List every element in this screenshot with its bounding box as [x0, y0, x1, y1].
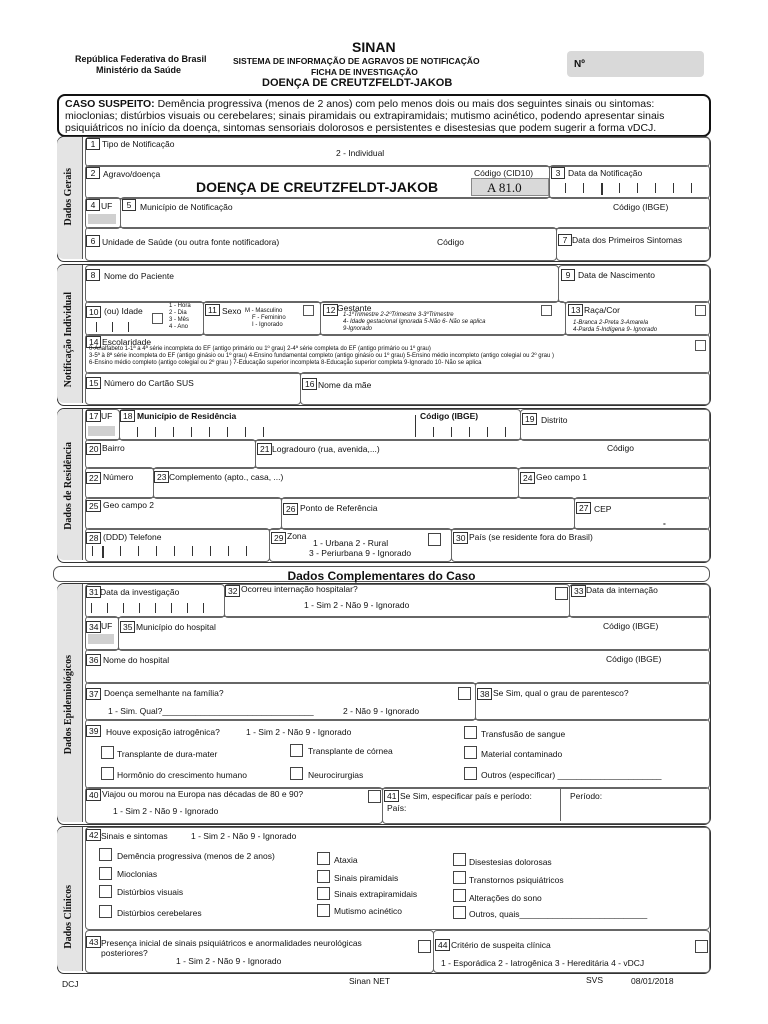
sistema-label: SISTEMA DE INFORMAÇÃO DE AGRAVOS DE NOTIFICAÇÃO — [233, 56, 480, 66]
num-29: 29 — [271, 532, 286, 544]
nome-mae-label: Nome da mãe — [318, 380, 372, 390]
num-1: 1 — [86, 138, 100, 150]
mioclonias-label: Mioclonias — [117, 869, 158, 879]
sinais-sintomas-opts: 1 - Sim 2 - Não 9 - Ignorado — [191, 831, 297, 841]
nome-hospital-code-label: Código (IBGE) — [606, 654, 662, 664]
num-19: 19 — [522, 413, 537, 425]
cid-box — [471, 178, 549, 196]
field-26[interactable] — [281, 497, 575, 530]
zona-opts-1: 1 - Urbana 2 - Rural — [313, 538, 389, 548]
exposicao-iatrogenica-label: Houve exposição iatrogênica? — [106, 727, 220, 737]
transtornos-label: Transtornos psiquiátricos — [469, 875, 564, 885]
num-23: 23 — [154, 471, 169, 483]
sexo-opt-3: I - Ignorado — [252, 322, 283, 328]
num-41: 41 — [384, 790, 399, 802]
num-21: 21 — [257, 443, 272, 455]
gestante-opts-3: 9-Ignorado — [343, 326, 373, 332]
num-14: 14 — [86, 336, 101, 348]
num-16: 16 — [302, 378, 317, 390]
outros-sintomas-label: Outros, quais___________________________ — [469, 909, 648, 919]
label-dados-epidemiologicos: Dados Epidemiológicos — [63, 655, 74, 755]
zona-checkbox[interactable] — [428, 533, 441, 546]
escolaridade-checkbox[interactable] — [695, 340, 706, 351]
logradouro-code-label: Código — [607, 443, 634, 453]
numero-label: Nº — [574, 59, 585, 70]
num-20: 20 — [86, 443, 101, 455]
data-internacao-label: Data da internação — [586, 585, 658, 595]
data-nascimento-label: Data de Nascimento — [578, 270, 656, 280]
uf-notificacao-label: UF — [101, 201, 113, 211]
internacao-label: Ocorreu internação hospitalar? — [241, 584, 358, 594]
uf-residencia-label: UF — [101, 411, 113, 421]
disturbios-cerebelares-label: Distúrbios cerebelares — [117, 908, 202, 918]
nome-hospital-label: Nome do hospital — [103, 655, 170, 665]
uf-notificacao-input[interactable] — [88, 214, 116, 224]
num-26: 26 — [283, 503, 298, 515]
num-17: 17 — [86, 410, 101, 422]
num-2: 2 — [86, 167, 100, 179]
num-15: 15 — [86, 377, 101, 389]
pais-label: País (se residente fora do Brasil) — [469, 532, 593, 542]
criterio-suspeita-opts: 1 - Esporádica 2 - Iatrogênica 3 - Hereditária 4 - vDCJ — [441, 958, 645, 968]
ficha-label: FICHA DE INVESTIGAÇÃO — [311, 67, 418, 77]
municipio-residencia-ticks — [137, 427, 517, 437]
label-dados-residencia: Dados de Residência — [63, 442, 74, 530]
neurocirurgias-label: Neurocirurgias — [308, 770, 364, 780]
gestante-checkbox[interactable] — [541, 305, 552, 316]
cornea-label: Transplante de córnea — [308, 746, 393, 756]
europa-checkbox[interactable] — [368, 790, 381, 803]
transfusao-checkbox[interactable] — [464, 726, 477, 739]
num-28: 28 — [86, 532, 101, 544]
label-notificacao-individual: Notificação Individual — [63, 292, 74, 388]
num-39: 39 — [86, 725, 101, 737]
unidade-saude-code-label: Código — [437, 237, 464, 247]
num-40: 40 — [86, 789, 101, 801]
telefone-label: (DDD) Telefone — [103, 532, 162, 542]
num-25: 25 — [86, 500, 101, 512]
doenca-familia-label: Doença semelhante na família? — [104, 688, 224, 698]
num-44: 44 — [435, 939, 450, 951]
idade-ticks — [96, 322, 146, 332]
periodo-divider — [560, 788, 561, 821]
sinan-title: SINAN — [352, 39, 396, 55]
ataxia-checkbox[interactable] — [317, 852, 330, 865]
agravo-value: DOENÇA DE CREUTZFELDT-JAKOB — [196, 179, 439, 195]
disturbios-cerebelares-checkbox[interactable] — [99, 905, 112, 918]
sexo-label: Sexo — [222, 306, 242, 316]
tipo-notificacao-label: Tipo de Notificação — [102, 139, 175, 149]
num-31: 31 — [86, 586, 101, 598]
zona-label: Zona — [287, 531, 307, 541]
cid-label: Código (CID10) — [474, 168, 534, 178]
num-33: 33 — [571, 585, 586, 597]
outros-exposicao-checkbox[interactable] — [464, 767, 477, 780]
pais-periodo-label: Se Sim, especificar país e período: — [400, 791, 532, 801]
mutismo-label: Mutismo acinético — [334, 906, 403, 916]
zona-opts-2: 3 - Periurbana 9 - Ignorado — [309, 548, 412, 558]
internacao-checkbox[interactable] — [555, 587, 568, 600]
municipio-residencia-code-label: Código (IBGE) — [420, 411, 479, 421]
europa-opts: 1 - Sim 2 - Não 9 - Ignorado — [113, 806, 219, 816]
num-43: 43 — [86, 936, 101, 948]
sinais-psiquiatricos-label-2: posteriores? — [101, 948, 148, 958]
republica-label: República Federativa do Brasil — [75, 54, 207, 64]
num-24: 24 — [520, 472, 535, 484]
sexo-opt-2: F - Feminino — [252, 315, 286, 321]
tipo-notificacao-value: 2 - Individual — [336, 148, 385, 158]
idade-opt-3: 3 - Mês — [169, 317, 190, 323]
idade-opt-2: 2 - Dia — [169, 310, 187, 316]
escolaridade-opts-1: 0-Analfabeto 1-1ª a 4ª série incompleta do EF (antigo primário ou 1º grau) 2-4ª série completa do EF (antigo primário ou 1º grau) — [89, 346, 431, 352]
num-27: 27 — [576, 502, 591, 514]
idade-unit-checkbox[interactable] — [152, 313, 163, 324]
cornea-checkbox[interactable] — [290, 744, 303, 757]
municipio-notificacao-label: Município de Notificação — [140, 202, 233, 212]
num-22: 22 — [86, 472, 101, 484]
doenca-familia-opt2: 2 - Não 9 - Ignorado — [343, 706, 420, 716]
data-investigacao-ticks — [91, 603, 221, 613]
num-6: 6 — [86, 235, 100, 247]
sinais-sintomas-label: Sinais e sintomas — [101, 831, 168, 841]
agravo-label: Agravo/doença — [103, 169, 161, 179]
mioclonias-checkbox[interactable] — [99, 867, 112, 880]
num-7: 7 — [558, 234, 572, 246]
cep-label: CEP — [594, 504, 612, 514]
outros-sintomas-checkbox[interactable] — [453, 906, 466, 919]
form-title: DOENÇA DE CREUTZFELDT-JAKOB — [262, 77, 453, 89]
num-5: 5 — [122, 199, 136, 211]
caso-line-1 — [65, 98, 654, 110]
mutismo-checkbox[interactable] — [317, 904, 330, 917]
distrito-label: Distrito — [541, 415, 568, 425]
num-30: 30 — [453, 532, 468, 544]
demencia-checkbox[interactable] — [99, 848, 112, 861]
field-1[interactable] — [85, 137, 710, 167]
disturbios-visuais-checkbox[interactable] — [99, 885, 112, 898]
num-3: 3 — [551, 167, 565, 179]
exposicao-iatrogenica-opts: 1 - Sim 2 - Não 9 - Ignorado — [246, 727, 352, 737]
criterio-suspeita-label: Critério de suspeita clínica — [451, 940, 551, 950]
uf-residencia-input[interactable] — [88, 426, 115, 436]
num-4: 4 — [86, 199, 100, 211]
num-36: 36 — [86, 654, 101, 666]
caso-suspeito-box — [57, 94, 711, 137]
alteracoes-sono-checkbox[interactable] — [453, 889, 466, 902]
material-contaminado-checkbox[interactable] — [464, 746, 477, 759]
municipio-hospital-label: Município do hospital — [136, 622, 216, 632]
caso-text-3: psiquiátricos no início da doença, sintomas sensoriais dolorosos e persistentes e disestesias que podem sugerir a forma vDCJ. — [65, 122, 657, 134]
dados-complementares-title: Dados Complementares do Caso — [287, 569, 476, 583]
num-32: 32 — [225, 585, 240, 597]
escolaridade-opts-3: 6-Ensino médio completo (antigo colegial ou 2º grau ) 7-Educação superior incompleta 8-Educação superior completa 9-Ignorado 10- Não se aplica — [89, 360, 482, 366]
disestesias-label: Disestesias dolorosas — [469, 857, 552, 867]
num-8: 8 — [86, 269, 100, 281]
sinais-psiquiatricos-checkbox[interactable] — [418, 940, 431, 953]
cid-value: A 81.0 — [487, 180, 522, 195]
num-9: 9 — [561, 269, 575, 281]
cartao-sus-label: Número do Cartão SUS — [104, 378, 194, 388]
footer-sinan-net: Sinan NET — [349, 976, 391, 986]
idade-opt-4: 4 - Ano — [169, 324, 189, 330]
footer-dcj: DCJ — [62, 979, 79, 989]
footer-svs: SVS — [586, 975, 604, 985]
alteracoes-sono-label: Alterações do sono — [469, 893, 542, 903]
uf-hospital-input[interactable] — [88, 634, 114, 644]
disturbios-visuais-label: Distúrbios visuais — [117, 887, 184, 897]
label-dados-clinicos: Dados Clínicos — [63, 885, 74, 949]
pais-sub-label: País: — [387, 803, 407, 813]
label-dados-gerais: Dados Gerais — [63, 168, 74, 226]
num-34: 34 — [86, 621, 101, 633]
neurocirurgias-checkbox[interactable] — [290, 767, 303, 780]
outros-exposicao-label: Outros (especificar) ______________________ — [481, 770, 662, 780]
num-11: 11 — [205, 304, 220, 316]
europa-label: Viajou ou morou na Europa nas décadas de 80 e 90? — [102, 789, 304, 799]
gestante-opts-2: 4- Idade gestacional Ignorada 5-Não 6- Não se aplica — [343, 319, 486, 325]
data-notificacao-label: Data da Notificação — [568, 168, 643, 178]
num-37: 37 — [86, 688, 101, 700]
dura-mater-checkbox[interactable] — [101, 746, 114, 759]
doenca-familia-opt1: 1 - Sim. Qual?________________________________ — [108, 706, 314, 716]
logradouro-label: Logradouro (rua, avenida,...) — [272, 444, 380, 454]
dura-mater-label: Transplante de dura-mater — [117, 749, 218, 759]
hormonio-label: Hormônio do crescimento humano — [117, 770, 247, 780]
num-35: 35 — [120, 621, 135, 633]
num-13: 13 — [568, 304, 583, 316]
numero-box[interactable] — [567, 51, 704, 77]
sinais-psiquiatricos-opts: 1 - Sim 2 - Não 9 - Ignorado — [176, 956, 282, 966]
internacao-opts: 1 - Sim 2 - Não 9 - Ignorado — [304, 600, 410, 610]
field-19[interactable] — [520, 409, 710, 441]
num-12: 12 — [323, 304, 338, 316]
unidade-saude-label: Unidade de Saúde (ou outra fonte notificadora) — [102, 237, 280, 247]
doenca-familia-checkbox[interactable] — [458, 687, 471, 700]
municipio-notificacao-code-label: Código (IBGE) — [613, 202, 669, 212]
ponto-referencia-label: Ponto de Referência — [300, 503, 378, 513]
sinais-psiquiatricos-label: Presença inicial de sinais psiquiátricos e anormalidades neurológicas — [101, 938, 362, 948]
num-42: 42 — [86, 829, 101, 841]
field-15[interactable] — [85, 372, 301, 405]
demencia-label: Demência progressiva (menos de 2 anos) — [117, 851, 275, 861]
escolaridade-label: Escolaridade — [102, 337, 152, 347]
data-notificacao-ticks — [565, 183, 705, 195]
ataxia-label: Ataxia — [334, 855, 358, 865]
raca-opts-1: 1-Branca 2-Preta 3-Amarela — [573, 320, 649, 326]
disestesias-checkbox[interactable] — [453, 853, 466, 866]
municipio-residencia-label: Município de Residência — [137, 411, 237, 421]
numero-label: Número — [103, 472, 134, 482]
sexo-checkbox[interactable] — [303, 305, 314, 316]
nome-paciente-label: Nome do Paciente — [104, 271, 174, 281]
primeiros-sintomas-label: Data dos Primeiros Sintomas — [572, 235, 683, 245]
num-10: 10 — [86, 306, 101, 318]
telefone-ticks — [92, 546, 262, 558]
raca-opts-2: 4-Parda 5-Indígena 9- Ignorado — [573, 327, 658, 333]
geo-campo-1-label: Geo campo 1 — [536, 472, 588, 482]
grau-parentesco-label: Se Sim, qual o grau de parentesco? — [493, 688, 629, 698]
transtornos-checkbox[interactable] — [453, 871, 466, 884]
criterio-suspeita-checkbox[interactable] — [695, 940, 708, 953]
hormonio-checkbox[interactable] — [101, 767, 114, 780]
raca-checkbox[interactable] — [695, 305, 706, 316]
material-contaminado-label: Material contaminado — [481, 749, 563, 759]
caso-text-2: mioclonias; distúrbios visuais ou cerebelares; sinais piramidais ou extrapiramidais; mutismo acinético, podendo apresentar sinais — [65, 110, 665, 122]
footer-date: 08/01/2018 — [631, 976, 674, 986]
gestante-label: Gestante — [337, 303, 372, 313]
bairro-label: Bairro — [102, 443, 125, 453]
num-38: 38 — [477, 688, 492, 700]
escolaridade-opts-2: 3-5ª à 8ª série incompleta do EF (antigo ginásio ou 1º grau) 4-Ensino fundamental completo (antigo ginásio ou 1º grau) 5-Ensino médio incompleto (antigo colegial ou 2º grau ) — [89, 353, 554, 359]
sinais-extrapiramidais-checkbox[interactable] — [317, 887, 330, 900]
idade-opt-1: 1 - Hora — [169, 303, 191, 309]
sinais-piramidais-label: Sinais piramidais — [334, 873, 399, 883]
idade-label: (ou) Idade — [104, 306, 143, 316]
geo-campo-2-label: Geo campo 2 — [103, 500, 155, 510]
gestante-opts-1: 1-1ºTrimestre 2-2ºTrimestre 3-3ºTrimestre — [343, 312, 454, 318]
caso-text-1: Demência progressiva (menos de 2 anos) com pelo menos dois ou mais dos seguintes sinais ou sintomas: — [157, 98, 655, 110]
municipio-hospital-code-label: Código (IBGE) — [603, 621, 659, 631]
uf-hospital-label: UF — [101, 621, 113, 631]
complemento-label: Complemento (apto., casa, ...) — [169, 472, 284, 482]
sinais-extrapiramidais-label: Sinais extrapiramidais — [334, 889, 418, 899]
dados-complementares-banner — [53, 566, 710, 582]
raca-label: Raça/Cor — [584, 305, 620, 315]
periodo-label: Período: — [570, 791, 603, 801]
sexo-opt-1: M - Masculino — [245, 308, 283, 314]
ministerio-label: Ministério da Saúde — [96, 65, 182, 75]
sinais-piramidais-checkbox[interactable] — [317, 870, 330, 883]
caso-suspeito-label: CASO SUSPEITO: — [65, 98, 155, 110]
transfusao-label: Transfusão de sangue — [481, 729, 566, 739]
cep-dash: - — [663, 518, 666, 528]
num-18: 18 — [120, 410, 135, 422]
data-investigacao-label: Data da investigação — [100, 587, 180, 597]
